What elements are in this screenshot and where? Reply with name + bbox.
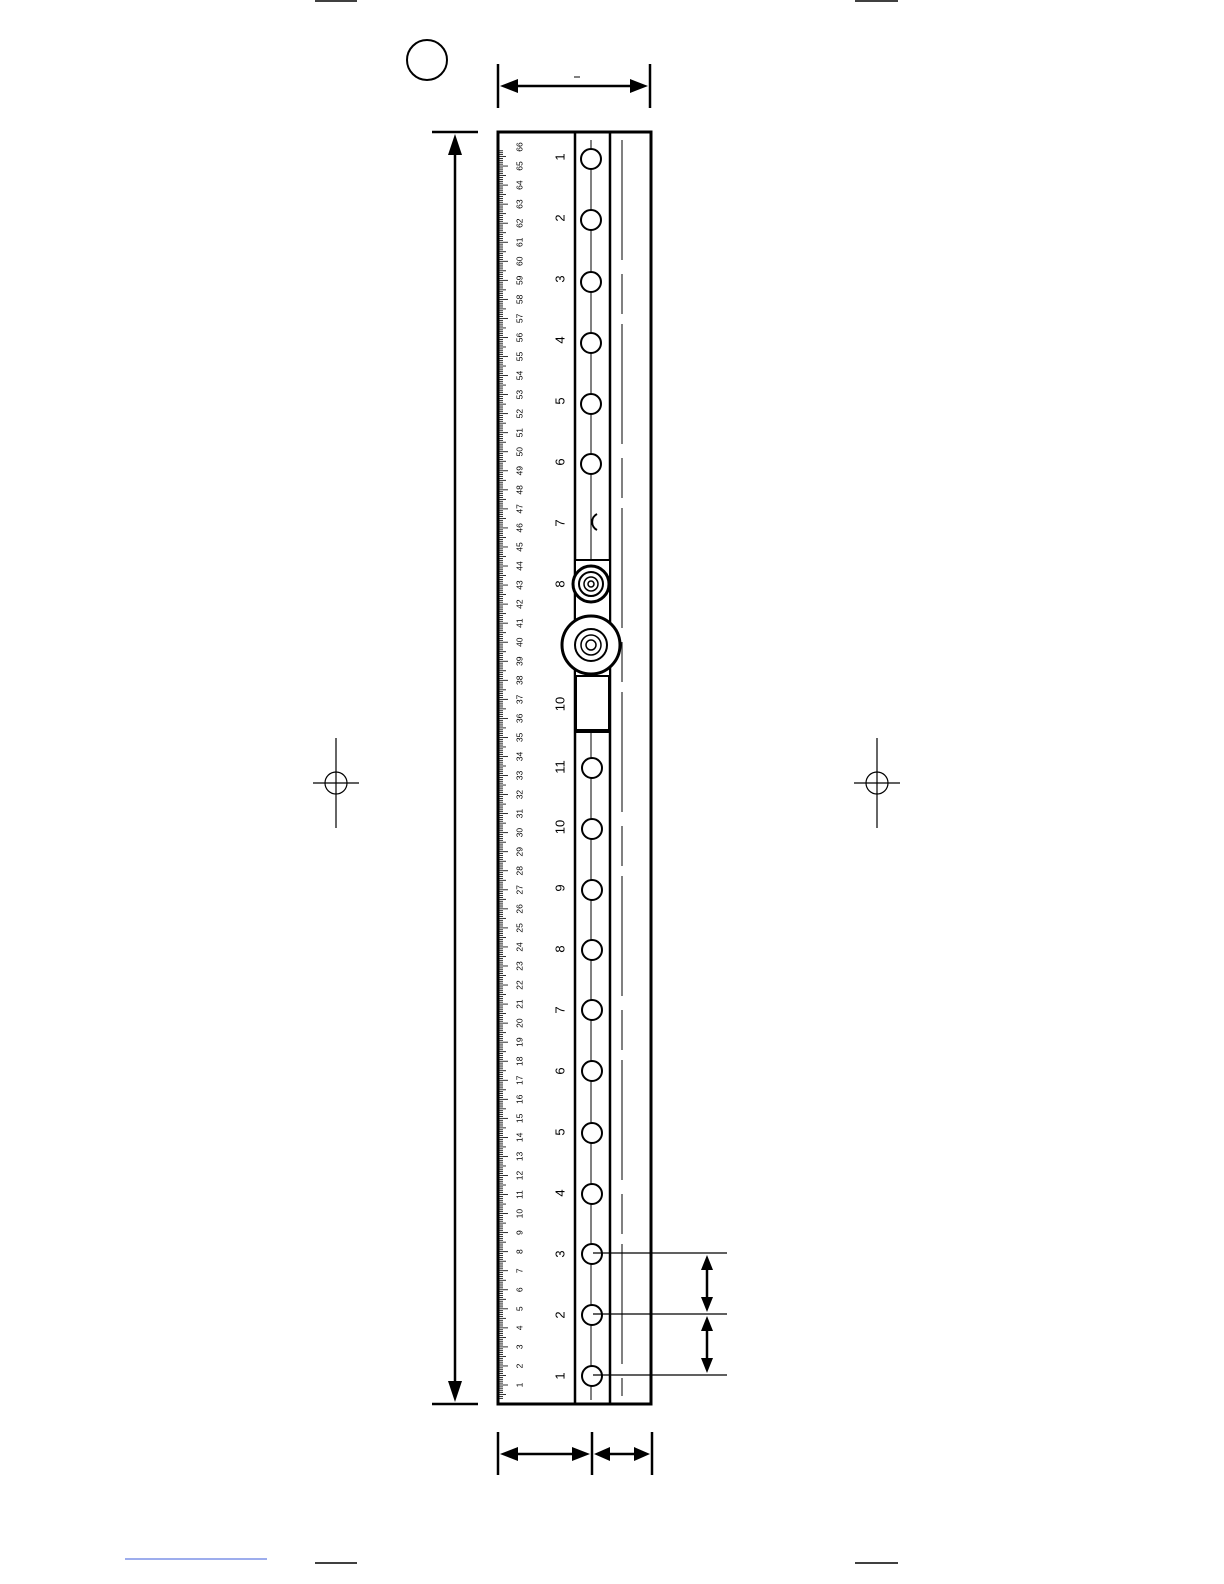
circle-marker-icon <box>582 758 602 778</box>
ruler-cm-label: 16 <box>514 1094 525 1105</box>
ruler-cm-label: 17 <box>514 1075 525 1085</box>
ruler-cm-label: 25 <box>514 923 525 933</box>
hole-number-label: 4 <box>552 336 568 344</box>
ruler-cm-label: 10 <box>514 1208 525 1219</box>
callout-circle <box>407 40 447 80</box>
ruler-cm-label: 54 <box>514 370 525 381</box>
ruler-cm-label: 4 <box>514 1325 525 1331</box>
hole-number-label: 8 <box>552 580 568 588</box>
ruler-cm-label: 65 <box>514 161 525 171</box>
ruler-cm-label: 41 <box>514 618 525 628</box>
circle-marker-icon <box>581 333 601 353</box>
hole-number-label: 4 <box>552 1189 568 1197</box>
crop-marks <box>315 1 898 1563</box>
circle-marker-icon <box>581 394 601 414</box>
circle-marker-icon <box>581 149 601 169</box>
circle-marker-icon <box>582 1000 602 1020</box>
ruler-cm-label: 13 <box>514 1151 525 1162</box>
circle-marker-icon <box>582 1244 602 1264</box>
hole-number-label: 5 <box>552 397 568 405</box>
ruler-cm-label: 14 <box>514 1132 525 1143</box>
hole-number-label: 2 <box>552 214 568 222</box>
ruler-cm-label: 44 <box>514 561 525 571</box>
circle-marker-icon <box>582 1305 602 1325</box>
ruler-cm-label: 15 <box>514 1113 525 1124</box>
ruler-cm-label: 55 <box>514 351 525 362</box>
ruler-cm-label: 53 <box>514 389 525 400</box>
ruler-cm-label: 50 <box>514 447 525 457</box>
ruler-cm-label: 57 <box>514 313 525 324</box>
ruler-cm-label: 33 <box>514 770 525 781</box>
ruler-cm-label: 59 <box>514 275 525 286</box>
circle-marker-icon <box>582 819 602 839</box>
center-mechanism <box>562 560 620 732</box>
ruler-cm-label: 18 <box>514 1056 525 1066</box>
ruler-cm-label: 42 <box>514 599 525 609</box>
ruler-cm-label: 6 <box>514 1287 525 1293</box>
circle-marker-icon <box>581 210 601 230</box>
hole-number-label: 6 <box>552 458 568 466</box>
ruler-cm-label: 7 <box>514 1268 525 1274</box>
holes <box>581 149 602 1386</box>
ruler-cm-label: 46 <box>514 523 525 533</box>
circle-marker-icon <box>582 880 602 900</box>
ruler-cm-label: 28 <box>514 866 525 876</box>
ruler-cm-label: 49 <box>514 466 525 476</box>
ruler-cm-label: 5 <box>514 1306 525 1312</box>
ruler-cm-label: 64 <box>514 180 525 190</box>
ruler-cm-label: 30 <box>514 827 525 838</box>
ruler-cm-label: 60 <box>514 256 525 267</box>
hole-number-label: 2 <box>552 1311 568 1319</box>
ruler-cm-label: 29 <box>514 846 525 857</box>
ruler-cm-label: 62 <box>514 218 525 228</box>
hole-number-label: 10 <box>552 696 568 712</box>
ruler-cm-label: 26 <box>514 904 525 914</box>
registration-mark-icon <box>854 738 900 828</box>
ruler-cm-label: 45 <box>514 542 525 552</box>
hole-number-label: 7 <box>552 519 568 527</box>
ruler-cm-label: 63 <box>514 199 525 209</box>
hole-number-label: 1 <box>552 1372 568 1380</box>
circle-marker-icon <box>581 272 601 292</box>
ruler-ticks <box>499 151 508 1399</box>
ruler-cm-label: 9 <box>514 1230 525 1235</box>
ruler-cm-label: 48 <box>514 485 525 495</box>
ruler-cm-label: 39 <box>514 656 525 666</box>
ruler-cm-label: 32 <box>514 789 525 800</box>
hole-number-label: 3 <box>552 275 568 283</box>
ruler-cm-label: 61 <box>514 237 525 247</box>
circle-marker-icon <box>582 1123 602 1143</box>
double-arrow-icon <box>701 1255 713 1312</box>
circle-marker-icon <box>582 1366 602 1386</box>
length-dimension <box>432 132 478 1404</box>
hole-number-label: 11 <box>552 760 568 774</box>
ruler-cm-label: 34 <box>514 751 525 762</box>
ruler-cm-label: 43 <box>514 580 525 590</box>
slider-window <box>576 676 609 730</box>
bushing-ring <box>588 581 594 587</box>
hole-number-labels <box>552 153 567 1379</box>
circle-marker-icon <box>581 454 601 474</box>
bushing-ring <box>586 640 596 650</box>
ruler-cm-label: 36 <box>514 713 525 724</box>
ruler-cm-label: 2 <box>514 1363 525 1369</box>
ruler-cm-label: 19 <box>514 1037 525 1047</box>
ruler-cm-label: 1 <box>514 1382 525 1388</box>
ruler-cm-label: 40 <box>514 637 525 647</box>
circle-marker-icon <box>582 940 602 960</box>
hole-number-label: 8 <box>552 945 568 953</box>
registration-mark-icon <box>313 738 359 828</box>
ruler-cm-label: 20 <box>514 1018 525 1028</box>
ruler-cm-label: 52 <box>514 408 525 419</box>
ruler-cm-label: 11 <box>514 1190 525 1199</box>
hole-number-label: 9 <box>552 884 568 892</box>
ruler-cm-label: 12 <box>514 1170 525 1181</box>
ruler-cm-label: 66 <box>514 142 525 152</box>
ruler-cm-label: 37 <box>514 694 525 705</box>
bottom-dimensions <box>498 1432 652 1475</box>
hole-number-label: 3 <box>552 1250 568 1258</box>
ruler-cm-label: 35 <box>514 732 525 743</box>
ruler-cm-label: 31 <box>514 808 525 819</box>
ruler-cm-label: 51 <box>514 427 525 438</box>
hole-number-label: 10 <box>552 819 568 835</box>
hole-number-label: 7 <box>552 1006 568 1014</box>
circle-marker-icon <box>582 1184 602 1204</box>
ruler-cm-label: 3 <box>514 1344 525 1350</box>
hole-number-label: 1 <box>552 153 568 161</box>
ruler-cm-label: 21 <box>514 999 525 1009</box>
ruler-cm-label: 56 <box>514 332 525 343</box>
ruler-cm-label: 23 <box>514 961 525 971</box>
hole-number-label: 6 <box>552 1067 568 1075</box>
ruler-cm-label: 58 <box>514 294 525 305</box>
ruler-cm-label: 27 <box>514 885 525 895</box>
ruler-labels <box>514 142 524 1387</box>
ruler-cm-label: 38 <box>514 675 525 686</box>
ruler-cm-label: 24 <box>514 942 525 952</box>
double-arrow-icon <box>701 1316 713 1373</box>
hole-number-label: 5 <box>552 1128 568 1136</box>
ruler-cm-label: 22 <box>514 980 525 990</box>
width-dimension-top <box>498 64 650 108</box>
circle-marker-icon <box>582 1061 602 1081</box>
partial-hole <box>592 514 597 530</box>
ruler-cm-label: 8 <box>514 1249 525 1255</box>
ruler-cm-label: 47 <box>514 504 525 514</box>
